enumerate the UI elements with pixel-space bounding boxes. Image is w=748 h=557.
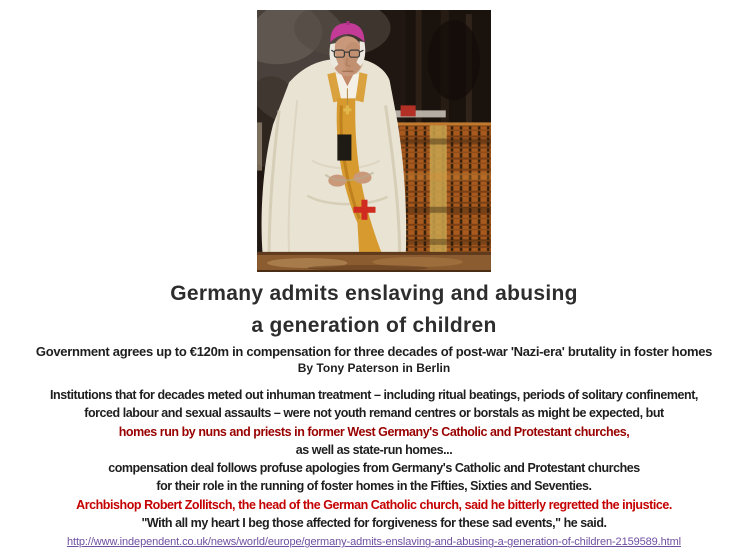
marble-step (257, 252, 491, 272)
byline (0, 361, 748, 375)
headline-line-1 (0, 278, 748, 310)
article-page (0, 10, 748, 557)
body-line-text: Archbishop Robert Zollitsch, the head of the German Catholic church, said he bitterly regretted the injustice. (76, 497, 672, 512)
head (330, 21, 366, 76)
standfirst-text: Government agrees up to €120m in compensation for three decades of post-war 'Nazi-era' brutality in foster homes (35, 344, 713, 359)
body-line-text: forced labour and sexual assaults – were not youth remand centres or borstals as might be expected, but (84, 406, 664, 421)
body-line-text: for their role in the running of foster homes in the Fifties, Sixties and Seventies. (156, 479, 592, 494)
headline (0, 278, 748, 342)
article-body (0, 386, 748, 532)
body-line (0, 459, 748, 477)
archbishop-photo (257, 10, 491, 272)
body-line-text: Institutions that for decades meted out inhuman treatment – including ritual beatings, periods of solitary confinement, (50, 388, 698, 402)
headline-text-2: a generation of children (251, 314, 497, 337)
body-line (0, 404, 748, 422)
body-line (0, 496, 748, 514)
article-link[interactable]: http://www.independent.co.uk/news/world/europe/germany-admits-enslaving-and-abusing-a-generation-of-children-2159589.html (66, 536, 682, 549)
body-line-text: compensation deal follows profuse apologies from Germany's Catholic and Protestant churches (108, 461, 640, 476)
body-line (0, 514, 748, 532)
headline-line-2 (0, 310, 748, 342)
archbishop-photo-svg (257, 10, 491, 272)
body-line-text: "With all my heart I beg those affected for forgiveness for these sad events," he said. (141, 516, 607, 531)
body-line (0, 386, 748, 404)
body-line-text: as well as state-run homes... (295, 442, 453, 457)
byline-text: By Tony Paterson in Berlin (297, 361, 451, 375)
body-line (0, 477, 748, 495)
standfirst (0, 343, 748, 360)
body-line (0, 423, 748, 441)
body-line (0, 441, 748, 459)
body-line-text: homes run by nuns and priests in former West Germany's Catholic and Protestant churches, (118, 424, 630, 439)
headline-text-1: Germany admits enslaving and abusing (170, 282, 578, 305)
